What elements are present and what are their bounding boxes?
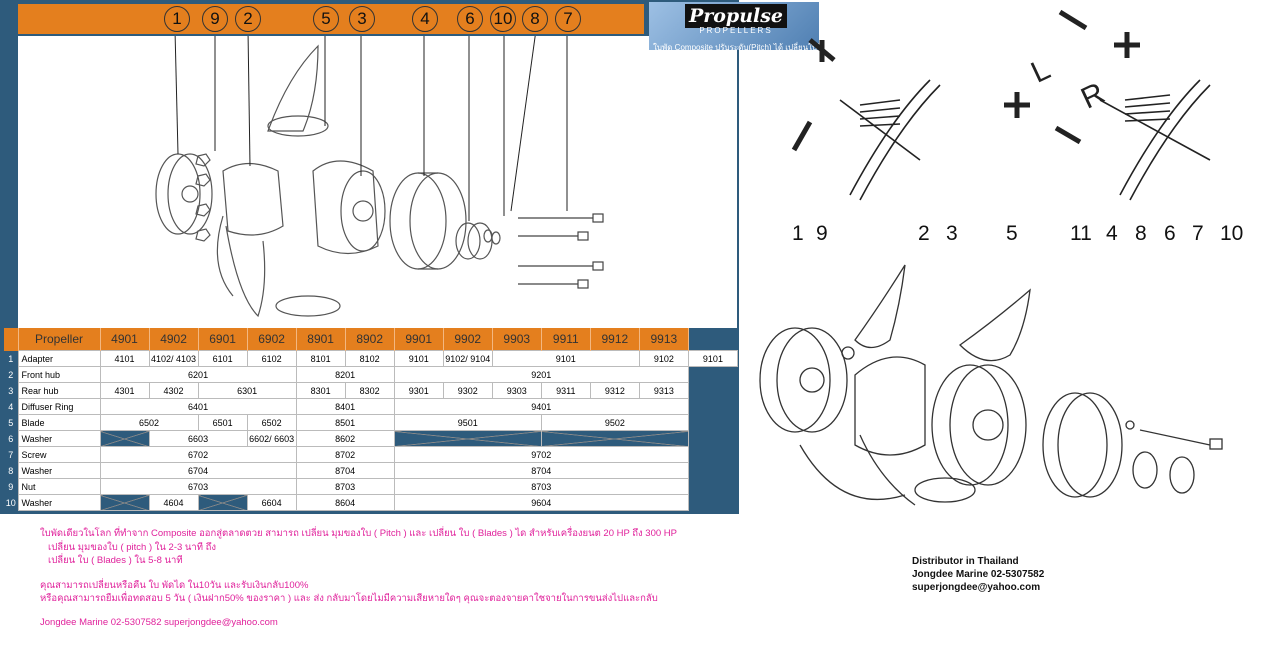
right-callout-10: 10 (1220, 222, 1244, 245)
table-row (4, 431, 738, 447)
part-code: 8102 (345, 351, 394, 367)
part-code: 9102/ 9104 (443, 351, 492, 367)
logo-wordmark: Propulse (685, 4, 787, 28)
left-mark: L (1026, 52, 1056, 90)
note-line-3: เปลี่ยน ใบ ( Blades ) ใน 5-8 นาที (48, 555, 183, 566)
part-name: Rear hub (18, 383, 100, 399)
part-code: 8703 (394, 479, 688, 495)
part-code: 9502 (541, 415, 688, 431)
part-code: 9301 (394, 383, 443, 399)
part-code: 8703 (296, 479, 394, 495)
part-code: 6401 (100, 399, 296, 415)
part-code: 8301 (296, 383, 345, 399)
part-name: Washer (18, 431, 100, 447)
part-code: 6502 (247, 415, 296, 431)
right-callout-6: 6 (1164, 222, 1176, 245)
right-callout-3: 3 (946, 222, 958, 245)
logo-subtitle: PROPELLERS (699, 26, 773, 35)
header-model: 6902 (247, 328, 296, 351)
row-number: 1 (4, 351, 18, 367)
part-code: 9303 (492, 383, 541, 399)
part-code: 9313 (639, 383, 688, 399)
exploded-propeller-drawing (18, 36, 737, 328)
note-line-5: หรือคุณสามารถยืมเพื่อทดสอบ 5 วัน ( เงินฝาก50% ของราคา ) และ ส่ง กลับมาโดยไมมีความเสียหายใดๆ คุณจะตองจายคาใชจายในการขนส่งไปและกลับ (40, 593, 658, 604)
part-code: 8302 (345, 383, 394, 399)
part-code: 4604 (149, 495, 198, 511)
table-row (4, 351, 738, 367)
part-code: 8501 (296, 415, 394, 431)
callout-2: 2 (235, 6, 261, 32)
part-code: 8201 (296, 367, 394, 383)
header-model: 9903 (492, 328, 541, 351)
callout-1: 1 (164, 6, 190, 32)
distributor-email: superjongdee@yahoo.com (912, 582, 1041, 593)
right-mark: R (1076, 76, 1110, 116)
header-model: 6901 (198, 328, 247, 351)
part-code: 6201 (100, 367, 296, 383)
part-code: 8401 (296, 399, 394, 415)
contact-line: Jongdee Marine 02-5307582 superjongdee@yahoo.com (40, 617, 278, 628)
part-code: 4102/ 4103 (149, 351, 198, 367)
row-number: 9 (4, 479, 18, 495)
part-name: Nut (18, 479, 100, 495)
header-blank (4, 328, 18, 351)
header-model: 4901 (100, 328, 149, 351)
part-code: 6602/ 6603 (247, 431, 296, 447)
distributor-phone: Jongdee Marine 02-5307582 (912, 569, 1045, 580)
table-row (4, 495, 738, 511)
right-callout-5: 5 (1006, 222, 1018, 245)
header-propeller: Propeller (18, 328, 100, 351)
header-model: 9913 (639, 328, 688, 351)
part-code: 6704 (100, 463, 296, 479)
logo-caption: ใบพัด Composite ปรับระดับ(Pitch) ได้ เปลี่ยนใบได้ (653, 43, 827, 52)
row-number: 6 (4, 431, 18, 447)
part-code: 6102 (247, 351, 296, 367)
part-code: 9312 (590, 383, 639, 399)
part-code: 8101 (296, 351, 345, 367)
right-callout-2: 2 (918, 222, 930, 245)
part-code: 6301 (198, 383, 296, 399)
header-model: 8902 (345, 328, 394, 351)
callout-7: 7 (555, 6, 581, 32)
table-row (4, 383, 738, 399)
row-number: 10 (4, 495, 18, 511)
row-number: 2 (4, 367, 18, 383)
note-line-2: เปลี่ยน มุมของใบ ( pitch ) ใน 2-3 นาที ถึง (48, 542, 217, 553)
callout-3: 3 (349, 6, 375, 32)
callout-9: 9 (202, 6, 228, 32)
part-code: 9201 (394, 367, 688, 383)
table-row (4, 367, 738, 383)
not-applicable-cell (541, 431, 688, 447)
header-model: 9902 (443, 328, 492, 351)
callout-4: 4 (412, 6, 438, 32)
part-code: 9702 (394, 447, 688, 463)
part-code: 9101 (394, 351, 443, 367)
right-callout-9: 9 (816, 222, 828, 245)
header-model: 9911 (541, 328, 590, 351)
part-code: 9501 (394, 415, 541, 431)
part-name: Front hub (18, 367, 100, 383)
part-name: Adapter (18, 351, 100, 367)
part-name: Washer (18, 463, 100, 479)
not-applicable-cell (100, 495, 149, 511)
table-header-row (4, 328, 738, 351)
callout-6: 6 (457, 6, 483, 32)
header-model: 9912 (590, 328, 639, 351)
header-model: 9901 (394, 328, 443, 351)
not-applicable-cell (394, 431, 541, 447)
part-code: 4301 (100, 383, 149, 399)
table-row (4, 415, 738, 431)
part-code: 8704 (394, 463, 688, 479)
part-code: 9101 (688, 351, 737, 367)
part-code: 8704 (296, 463, 394, 479)
table-row (4, 399, 738, 415)
part-code: 9604 (394, 495, 688, 511)
row-number: 7 (4, 447, 18, 463)
part-code: 6603 (149, 431, 247, 447)
part-code: 6604 (247, 495, 296, 511)
row-number: 8 (4, 463, 18, 479)
table-row (4, 479, 738, 495)
header-model: 8901 (296, 328, 345, 351)
header-model: 4902 (149, 328, 198, 351)
part-code: 4302 (149, 383, 198, 399)
table-body (4, 351, 738, 511)
right-callout-4: 4 (1106, 222, 1118, 245)
part-code: 8602 (296, 431, 394, 447)
right-callout-1: 1 (792, 222, 804, 245)
part-code: 9401 (394, 399, 688, 415)
table-row (4, 447, 738, 463)
note-line-4: คุณสามารถเปลี่ยนหรือคืน ใบ พัดได ใน10วัน และรับเงินกลับ100% (40, 580, 309, 591)
row-number: 4 (4, 399, 18, 415)
part-code: 9101 (492, 351, 639, 367)
part-name: Diffuser Ring (18, 399, 100, 415)
parts-table (4, 328, 738, 511)
part-code: 6101 (198, 351, 247, 367)
part-code: 9311 (541, 383, 590, 399)
part-name: Washer (18, 495, 100, 511)
callout-5: 5 (313, 6, 339, 32)
part-code: 4101 (100, 351, 149, 367)
part-code: 6702 (100, 447, 296, 463)
distributor-title: Distributor in Thailand (912, 556, 1019, 567)
part-code: 6502 (100, 415, 198, 431)
row-number: 5 (4, 415, 18, 431)
part-name: Blade (18, 415, 100, 431)
part-code: 8604 (296, 495, 394, 511)
pitch-adjust-diagram (760, 0, 1260, 215)
note-line-1: ใบพัดเดียวในโลก ที่ทำจาก Composite ออกสู่ตลาดตวย สามารถ เปลี่ยน มุมของใบ ( Pitch ) และ เปลี่ยน ใบ ( Blades ) ได สำหรับเครื่องยนต 20 HP ถึง 300 HP (40, 528, 677, 539)
exploded-propeller-right (740, 245, 1260, 515)
table-row (4, 463, 738, 479)
right-callout-8: 8 (1135, 222, 1147, 245)
part-code: 8702 (296, 447, 394, 463)
part-name: Screw (18, 447, 100, 463)
part-code: 6703 (100, 479, 296, 495)
callout-8: 8 (522, 6, 548, 32)
exploded-diagram-area (18, 36, 737, 328)
not-applicable-cell (198, 495, 247, 511)
right-callout-7: 7 (1192, 222, 1204, 245)
part-code: 6501 (198, 415, 247, 431)
row-number: 3 (4, 383, 18, 399)
callout-10: 10 (490, 6, 516, 32)
part-code: 9302 (443, 383, 492, 399)
not-applicable-cell (100, 431, 149, 447)
part-code: 9102 (639, 351, 688, 367)
right-callout-11: 11 (1070, 222, 1092, 245)
